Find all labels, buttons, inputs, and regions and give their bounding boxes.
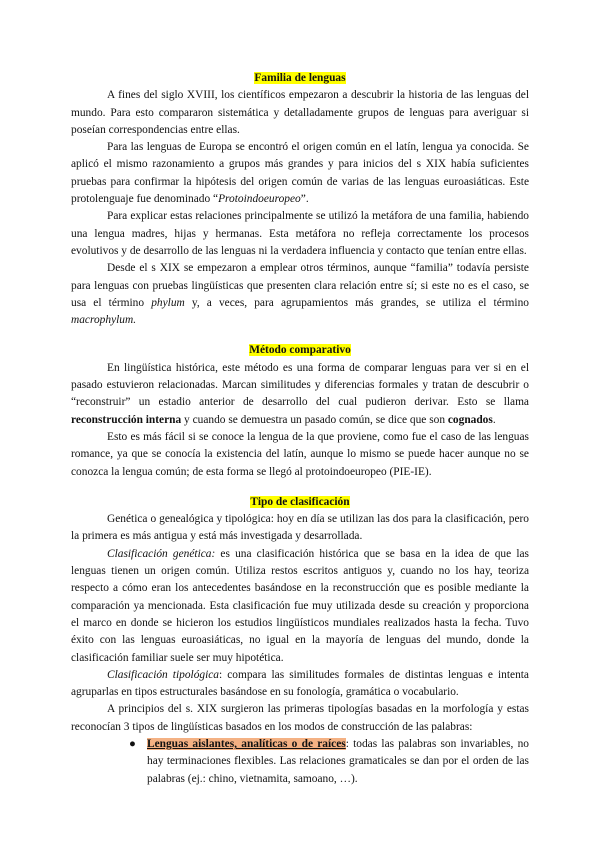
paragraph: Para las lenguas de Europa se encontró el origen común en el latín, lengua ya conocida. Se aplicó el mismo razonamiento a grupos más grandes y para inicios del s XIX había suficientes pruebas para confirmar la hipótesis del origen común de varias de las lenguas euroasiáticas. Este protolenguaje fue denominado “Protoindoeuropeo”.	[71, 141, 529, 206]
paragraph: Esto es más fácil si se conoce la lengua de la que proviene, como fue el caso de las lenguas romance, ya que se conocía la existencia del latín, aunque lo mismo se puede hacer aunque no se conozca la lengua común; de esta forma se llegó al protoindoeuropeo (PIE-IE).	[71, 430, 529, 478]
paragraph: A fines del siglo XVIII, los científicos empezaron a descubrir la historia de las lenguas del mundo. Para esto compararon sistemática y detalladamente grupos de lenguas para averiguar si poseían correspondencias entre ellas.	[71, 89, 529, 136]
paragraph: Clasificación genética: es una clasificación histórica que se basa en la idea de que las lenguas tienen un origen común. Utiliza restos escritos antiguos y, cuando no los hay, teoriza respecto a cómo eran los antecedentes basándose en la reconstrucción que es posible mediante la comparación ya mencionada. Esta clasificación fue muy utilizada desde su creación y proporciona el marco en donde se hicieron los estudios lingüísticos mundiales realizados hasta la fecha. Tuvo éxito con las lenguas euroasiáticas, no igual en la mayoría de lenguas del mundo, donde la clasificación familiar suele ser muy hipotética.	[71, 547, 529, 664]
bullet-term: Lenguas aislantes, analíticas o de raíces	[147, 737, 346, 750]
bullet-dot-icon: ●	[129, 737, 136, 750]
paragraph: Para explicar estas relaciones principalmente se utilizó la metáfora de una familia, habiendo una lengua madres, hijas y hermanas. Esta metáfora no refleja correctamente los procesos evolutivos y de desarrollo de las lenguas ni la verdadera influencia y contacto que tenían entre ellas.	[71, 210, 529, 257]
paragraph: Desde el s XIX se empezaron a emplear otros términos, aunque “familia” todavía persiste para lenguas con pruebas lingüísticas que presenten clara relación entre sí; si este no es el caso, se usa el término phylum y, a veces, para agrupamientos más grandes, se utiliza el término macrophylum.	[71, 262, 529, 327]
section-heading-familia: Familia de lenguas	[254, 72, 346, 84]
section-heading-metodo: Método comparativo	[249, 344, 351, 357]
document-page	[71, 70, 529, 788]
paragraph: A principios del s. XIX surgieron las primeras tipologías basadas en la morfología y estas reconocían 3 tipos de lingüísticas basados en los modos de construcción de las palabras:	[71, 703, 529, 733]
section-heading-tipo: Tipo de clasificación	[250, 495, 350, 508]
paragraph: Genética o genealógica y tipológica: hoy en día se utilizan las dos para la clasificación, pero la primera es más antigua y está más investigada y desarrollada.	[71, 513, 529, 543]
paragraph: En lingüística histórica, este método es una forma de comparar lenguas para ver si en el pasado estuvieron relacionadas. Marcan similitudes y diferencias formales y tratan de descubrir o “reconstruir” un estadio anterior de desarrollo del cual pudieron derivar. Esto se llama reconstrucción interna y cuando se demuestra un pasado común, se dice que son cognados.	[71, 361, 529, 426]
paragraph: Clasificación tipológica: compara las similitudes formales de distintas lenguas e intenta agruparlas en tipos estructurales basándose en su fonología, gramática o vocabulario.	[71, 668, 529, 699]
bullet-item: ● Lenguas aislantes, analíticas o de raíces: todas las palabras son invariables, no hay terminaciones flexibles. Las relaciones gramaticales se dan por el orden de las palabras (ej.: chino, vietnamita, samoano, …).	[129, 737, 530, 785]
